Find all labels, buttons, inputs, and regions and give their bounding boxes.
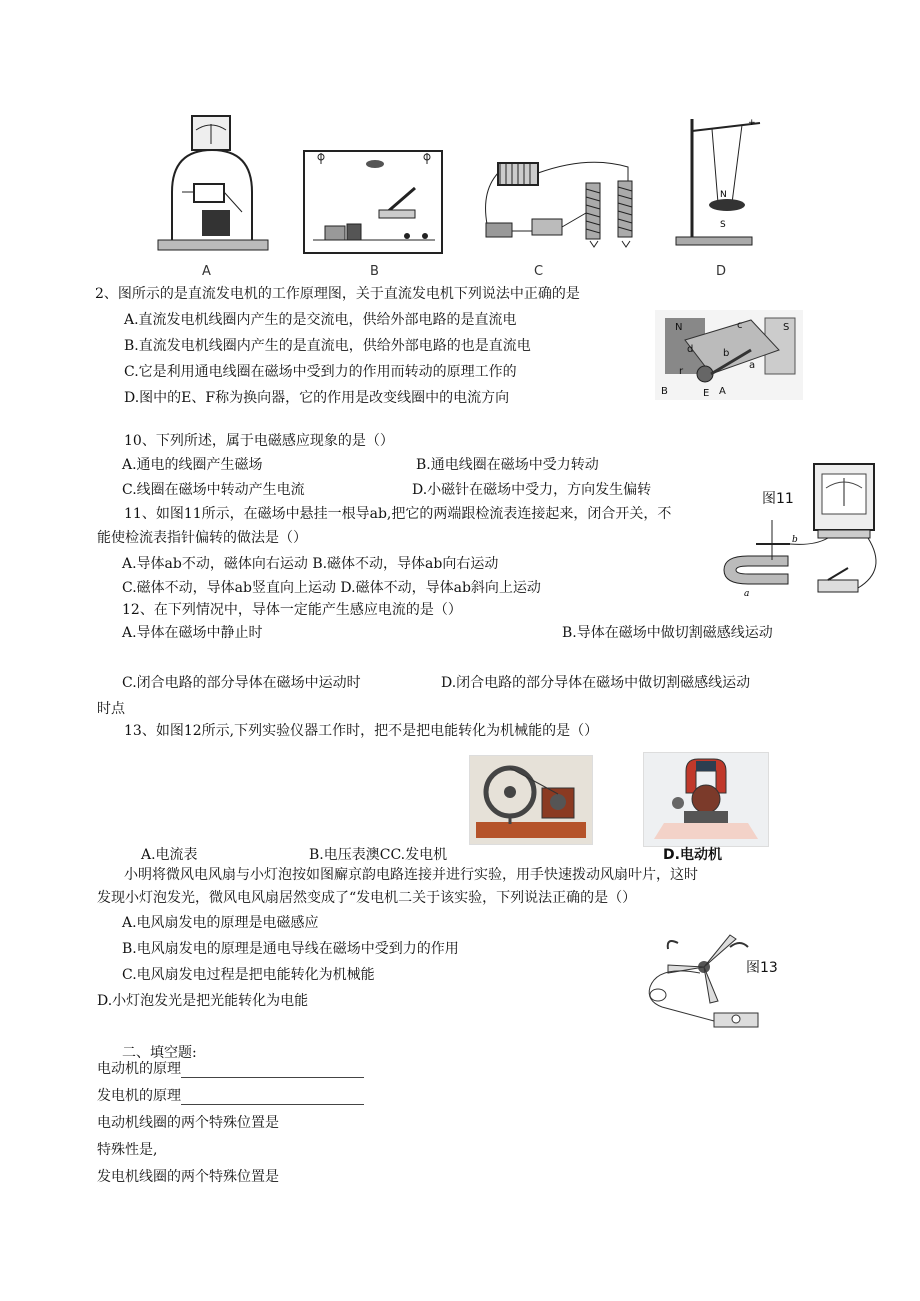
motor-photo [643,752,769,847]
figure-c-electromagnets [478,153,648,255]
question-14-stem-line2: 发现小灯泡发光，微风电风扇居然变成了“发电机二关于该实验，下列说法正确的是（） [97,890,637,906]
question-2-option-c: C.它是利用通电线圈在磁场中受到力的作用而转动的原理工作的 [124,364,517,380]
figure-letter-s: S [783,322,790,333]
question-2-option-d: D.图中的E、F称为换向器，它的作用是改变线圈中的电流方向 [124,390,510,406]
svg-text:+: + [748,118,756,128]
question-12-option-a: A.导体在磁场中静止时 [122,625,263,641]
figure-letter-r: r [679,366,684,377]
fill-generator-principle-blank[interactable] [181,1090,364,1105]
section-2-title: 二、填空题: [122,1045,197,1061]
generator-photo [469,755,593,845]
question-13-option-bc: B.电压表澳CC.发电机 [309,847,448,863]
svg-text:S: S [720,220,726,230]
question-11-stem-line2: 能使检流表指针偏转的做法是（） [97,530,307,546]
fill-motor-principle [97,1060,364,1078]
figure-11-label: 图11 [762,491,794,507]
fill-motor-special-positions: 电动机线圈的两个特殊位置是 [97,1115,279,1131]
question-12-option-d: D.闭合电路的部分导体在磁场中做切割磁感线运动 [441,675,751,691]
question-12-option-c: C.闭合电路的部分导体在磁场中运动时 [122,675,361,691]
figure-a-galvanometer-apparatus [152,112,274,257]
figure-11-letter-a: a [744,589,750,599]
figure-letter-a2: A [719,386,726,397]
figure-11-letter-b: b [792,535,798,545]
figure-letter-n: N [675,322,683,333]
figure-b-label: B [370,264,379,279]
question-14-option-d: D.小灯泡发光是把光能转化为电能 [97,993,309,1009]
question-11-options-ab: A.导体ab不动，磁体向右运动 B.磁体不动，导体ab向右运动 [122,556,499,572]
figure-letter-b2: B [661,386,668,397]
question-14-option-c: C.电风扇发电过程是把电能转化为机械能 [122,967,375,983]
figure-11-galvanometer-circuit [718,460,890,602]
question-2-option-a: A.直流发电机线圈内产生的是交流电，供给外部电路的是直流电 [124,312,517,328]
fill-special-property: 特殊性是, [97,1142,158,1158]
question-13-option-a: A.电流表 [141,847,198,863]
question-12-option-b: B.导体在磁场中做切割磁感线运动 [562,625,773,641]
svg-text:N: N [720,190,727,200]
question-2-stem: 2、图所示的是直流发电机的工作原理图，关于直流发电机下列说法中正确的是 [95,286,580,302]
fill-motor-principle-blank[interactable] [181,1063,364,1078]
dc-generator-figure [655,310,803,400]
figure-letter-e: E [703,388,710,399]
fill-generator-principle [97,1087,364,1105]
question-11-stem-line1: 11、如图11所示，在磁场中悬挂一根导ab,把它的两端跟检流表连接起来，闭合开关，不 [124,506,672,522]
question-10-option-a: A.通电的线圈产生磁场 [122,457,263,473]
question-12-stem: 12、在下列情况中，导体一定能产生感应电流的是（） [122,602,462,618]
question-10-option-d: D.小磁针在磁场中受力，方向发生偏转 [412,482,652,498]
question-10-option-c: C.线圈在磁场中转动产生电流 [122,482,305,498]
figure-letter-a: a [749,360,756,371]
figure-letter-c: c [737,320,743,331]
figure-c-label: C [534,264,544,279]
question-12-option-d-continuation: 时点 [97,701,125,717]
question-10-option-b: B.通电线圈在磁场中受力转动 [416,457,599,473]
figure-d-suspended-conductor [672,113,772,248]
figure-b-circuit-board [303,148,445,258]
question-2-option-b: B.直流发电机线圈内产生的是直流电，供给外部电路的也是直流电 [124,338,531,354]
figure-letter-b: b [723,348,730,359]
question-14-option-a: A.电风扇发电的原理是电磁感应 [122,915,319,931]
figure-13-fan-circuit [638,925,774,1037]
question-14-stem-line1: 小明将微风电风扇与小灯泡按如图廨京韵电路连接并进行实验，用手快速拨动风扇叶片，这时 [124,867,698,883]
figure-d-label: D [716,264,727,279]
question-13-option-d: D.电动机 [663,847,722,863]
fill-motor-principle-label: 电动机的原理 [97,1061,181,1077]
fill-generator-special-positions: 发电机线圈的两个特殊位置是 [97,1169,279,1185]
figure-13-label: 图13 [746,960,778,976]
question-11-options-cd: C.磁体不动，导体ab竖直向上运动 D.磁体不动，导体ab斜向上运动 [122,580,541,596]
figure-a-label: A [202,264,211,279]
fill-generator-principle-label: 发电机的原理 [97,1088,181,1104]
question-14-option-b: B.电风扇发电的原理是通电导线在磁场中受到力的作用 [122,941,459,957]
figure-letter-d: d [687,344,694,355]
question-13-stem: 13、如图12所示,下列实验仪器工作时，把不是把电能转化为机械能的是（） [124,723,599,739]
question-10-stem: 10、下列所述，属于电磁感应现象的是（） [124,433,394,449]
